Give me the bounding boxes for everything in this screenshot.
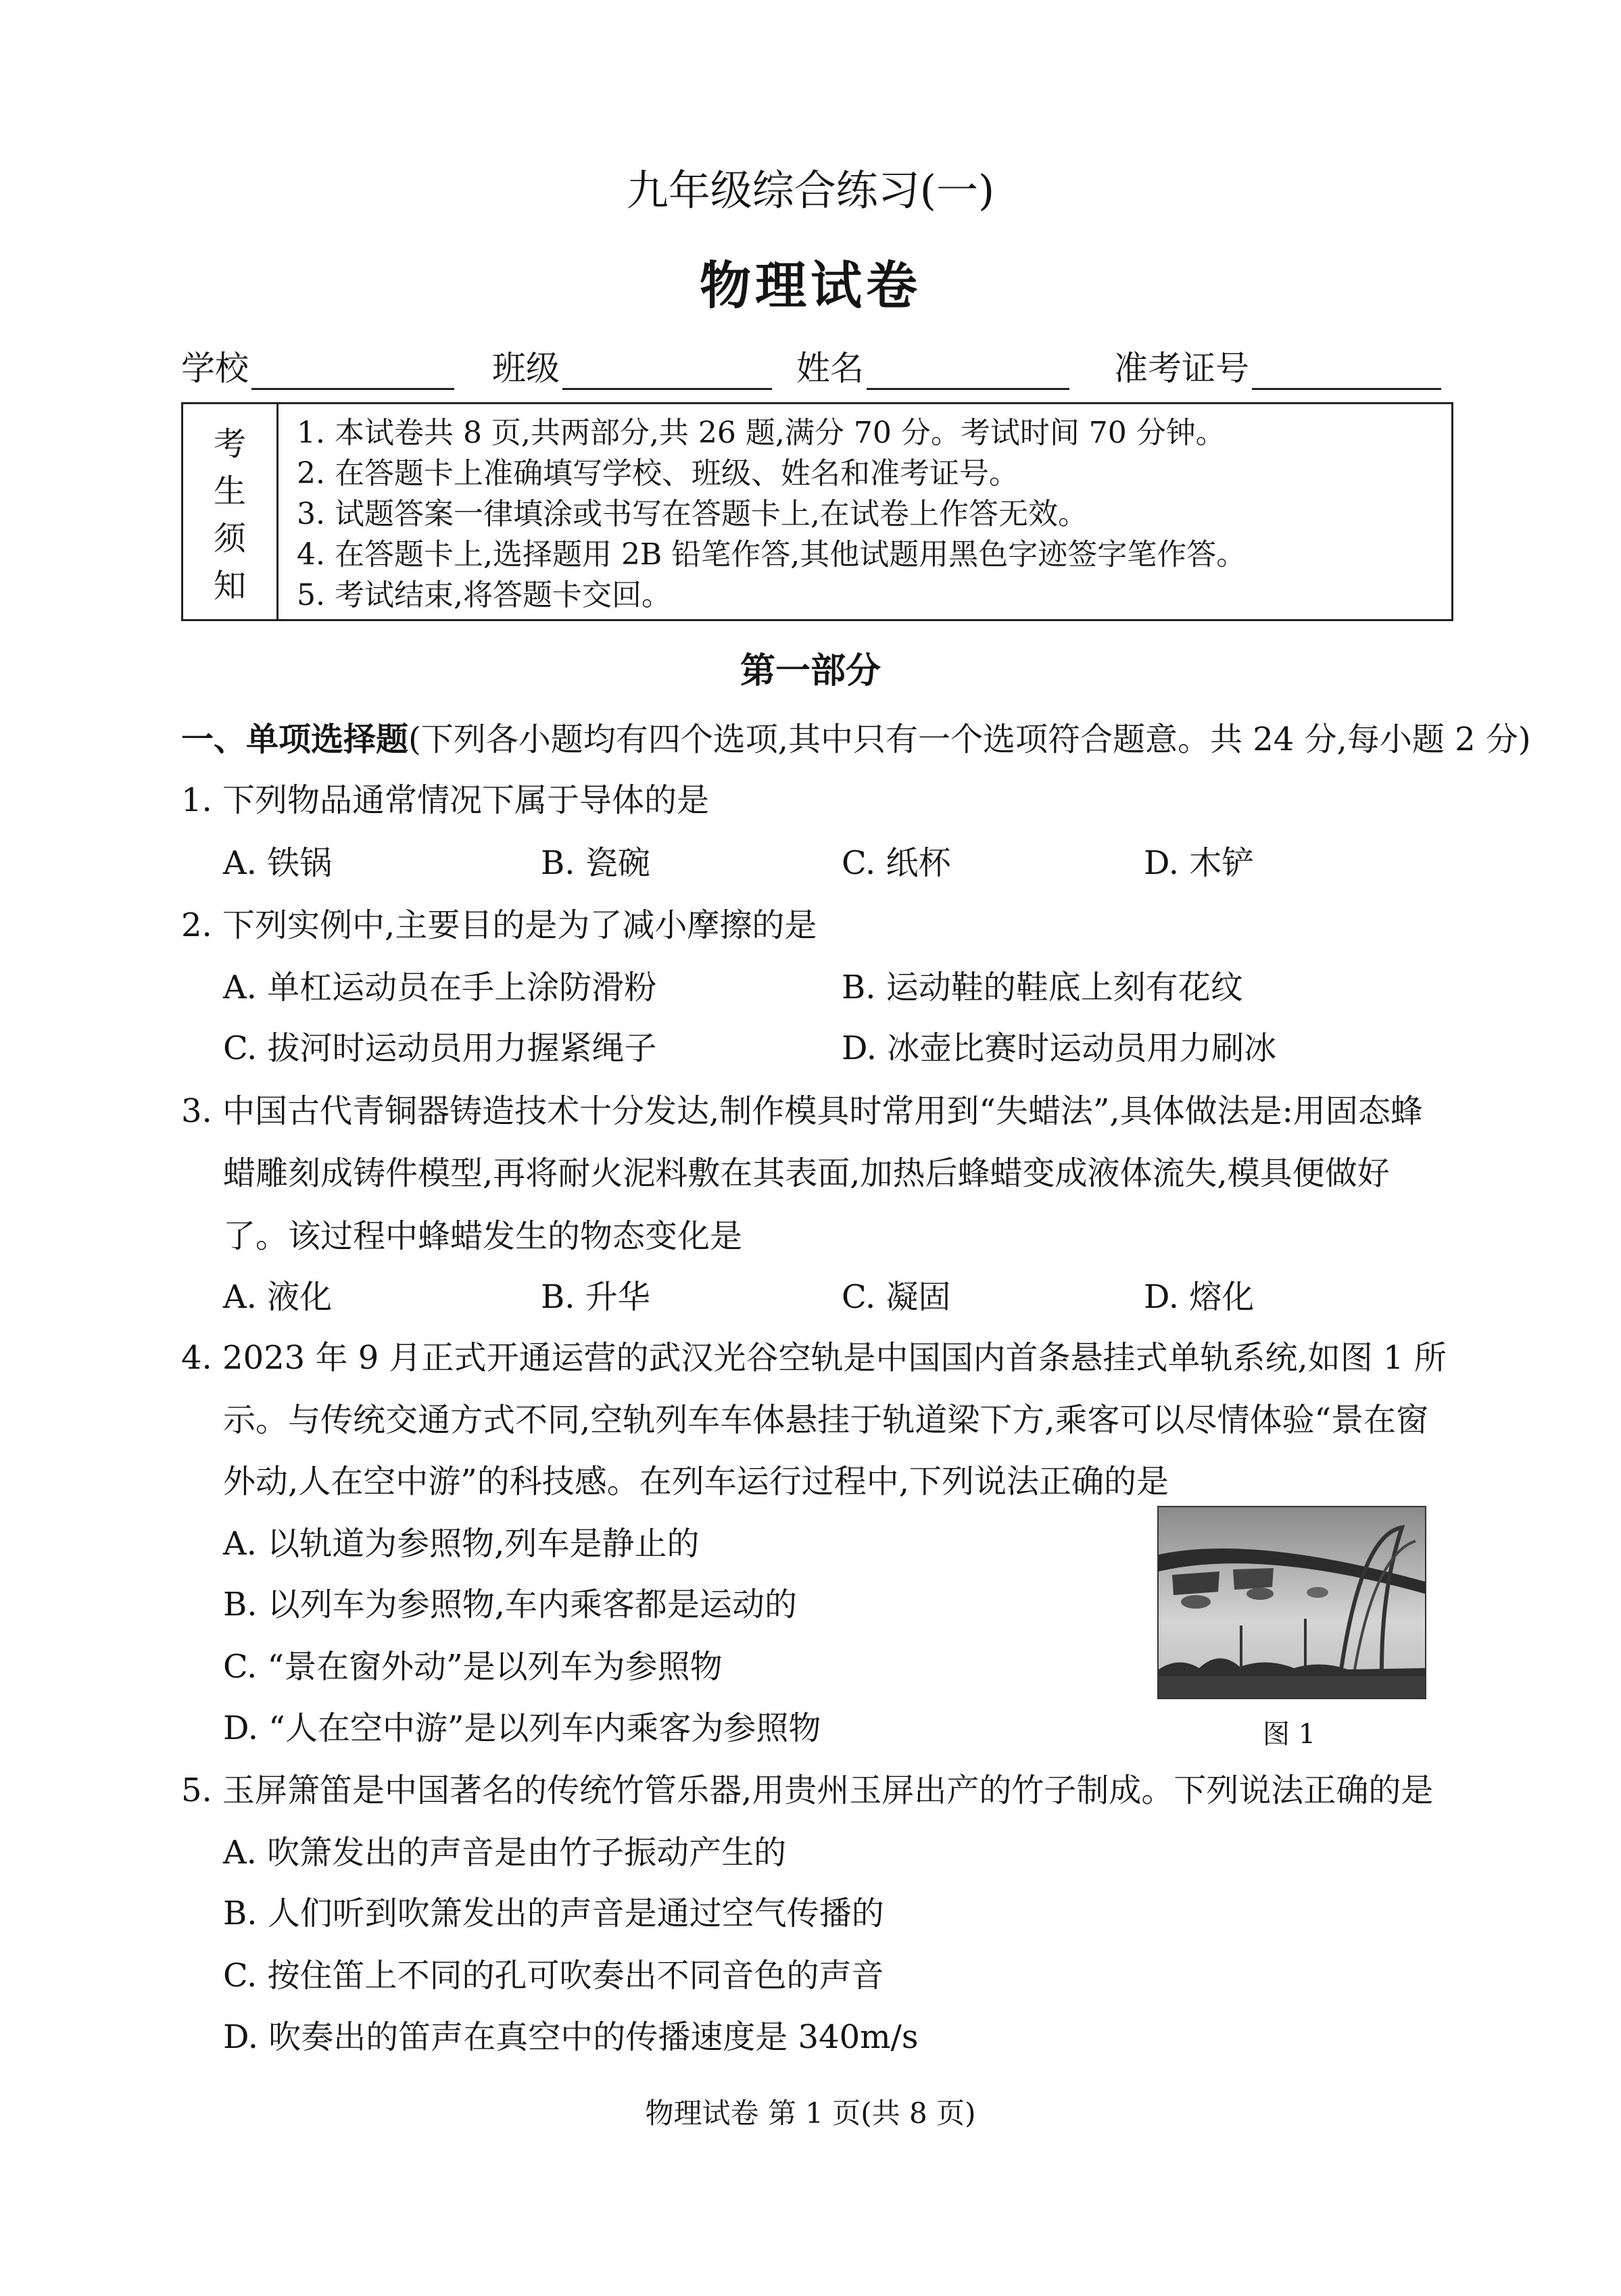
notice-item: 5. 考试结束,将答题卡交回。 (297, 578, 671, 612)
notice-side-label (183, 404, 279, 619)
notice-side-char: 知 (213, 567, 246, 605)
question-2-stem: 2. 下列实例中,主要目的是为了减小摩擦的是 (181, 906, 817, 944)
question-3-option-c[interactable]: C. 凝固 (842, 1278, 951, 1316)
question-2-option-b[interactable]: B. 运动鞋的鞋底上刻有花纹 (842, 969, 1243, 1006)
section-heading (181, 713, 1531, 760)
page-footer: 物理试卷 第 1 页(共 8 页) (645, 2097, 976, 2130)
exam-title: 九年级综合练习(一) (626, 166, 995, 215)
notice-item: 2. 在答题卡上准确填写学校、班级、姓名和准考证号。 (297, 456, 1019, 491)
exam-id-blank[interactable] (1252, 354, 1441, 390)
exam-id-label: 准考证号 (1114, 349, 1249, 388)
question-5-option-b[interactable]: B. 人们听到吹箫发出的声音是通过空气传播的 (223, 1895, 884, 1932)
notice-side-char: 生 (213, 472, 246, 510)
question-3-option-a[interactable]: A. 液化 (223, 1278, 333, 1316)
exam-id-field[interactable] (1114, 341, 1441, 390)
part-title: 第一部分 (740, 650, 881, 691)
class-label: 班级 (492, 349, 560, 388)
question-3-option-b[interactable]: B. 升华 (541, 1278, 650, 1316)
question-5-stem: 5. 玉屏箫笛是中国著名的传统竹管乐器,用贵州玉屏出产的竹子制成。下列说法正确的是 (181, 1772, 1434, 1809)
question-2-option-c[interactable]: C. 拔河时运动员用力握紧绳子 (223, 1029, 657, 1067)
question-4-option-d[interactable]: D. “人在空中游”是以列车内乘客为参照物 (223, 1709, 821, 1747)
notice-item: 3. 试题答案一律填涂或书写在答题卡上,在试卷上作答无效。 (297, 497, 1088, 531)
monorail-photo-illustration (1159, 1507, 1425, 1698)
question-3-stem-line-2: 蜡雕刻成铸件模型,再将耐火泥料敷在其表面,加热后蜂蜡变成液体流失,模具便做好 (223, 1154, 1390, 1192)
figure-1-caption: 图 1 (1263, 1719, 1316, 1750)
question-1-option-b[interactable]: B. 瓷碗 (541, 844, 650, 882)
class-field[interactable] (492, 341, 772, 390)
student-info-fields (181, 341, 1452, 389)
question-1-option-c[interactable]: C. 纸杯 (842, 844, 951, 882)
question-4-option-a[interactable]: A. 以轨道为参照物,列车是静止的 (223, 1525, 700, 1563)
notice-item: 4. 在答题卡上,选择题用 2B 铅笔作答,其他试题用黑色字迹签字笔作答。 (297, 537, 1247, 572)
name-label: 姓名 (796, 349, 864, 388)
notice-side-char: 须 (213, 520, 246, 558)
section-title: 一、单项选择题 (181, 720, 409, 758)
name-field[interactable] (796, 341, 1069, 390)
school-field[interactable] (181, 341, 454, 390)
name-blank[interactable] (867, 354, 1069, 390)
question-1-option-d[interactable]: D. 木铲 (1144, 844, 1255, 882)
question-1-stem: 1. 下列物品通常情况下属于导体的是 (181, 781, 710, 819)
monorail-photo (1157, 1506, 1426, 1699)
question-4-option-c[interactable]: C. “景在窗外动”是以列车为参照物 (223, 1648, 723, 1686)
question-1-option-a[interactable]: A. 铁锅 (223, 844, 333, 882)
question-2-option-a[interactable]: A. 单杠运动员在手上涂防滑粉 (223, 969, 657, 1006)
school-label: 学校 (181, 349, 249, 388)
question-5-option-a[interactable]: A. 吹箫发出的声音是由竹子振动产生的 (223, 1834, 787, 1872)
notice-item: 1. 本试卷共 8 页,共两部分,共 26 题,满分 70 分。考试时间 70 分钟。 (297, 416, 1226, 450)
question-4-stem-line-1: 4. 2023 年 9 月正式开通运营的武汉光谷空轨是中国国内首条悬挂式单轨系统,如图 1 所 (181, 1339, 1447, 1377)
question-2-option-d[interactable]: D. 冰壶比赛时运动员用力刷冰 (842, 1029, 1277, 1067)
question-3-stem-line-3: 了。该过程中蜂蜡发生的物态变化是 (223, 1217, 743, 1255)
question-4-option-b[interactable]: B. 以列车为参照物,车内乘客都是运动的 (223, 1586, 798, 1623)
subject-title: 物理试卷 (700, 255, 921, 316)
question-3-option-d[interactable]: D. 熔化 (1144, 1278, 1255, 1316)
class-blank[interactable] (562, 354, 772, 390)
question-4-stem-line-3: 外动,人在空中游”的科技感。在列车运行过程中,下列说法正确的是 (223, 1463, 1169, 1500)
section-description: (下列各小题均有四个选项,其中只有一个选项符合题意。共 24 分,每小题 2 分) (408, 720, 1531, 758)
school-blank[interactable] (251, 354, 454, 390)
question-4-stem-line-2: 示。与传统交通方式不同,空轨列车车体悬挂于轨道梁下方,乘客可以尽情体验“景在窗 (223, 1401, 1429, 1439)
question-5-option-d[interactable]: D. 吹奏出的笛声在真空中的传播速度是 340m/s (223, 2018, 919, 2056)
question-3-stem-line-1: 3. 中国古代青铜器铸造技术十分发达,制作模具时常用到“失蜡法”,具体做法是:用固态蜂 (181, 1092, 1423, 1130)
question-5-option-c[interactable]: C. 按住笛上不同的孔可吹奏出不同音色的声音 (223, 1957, 884, 1995)
notice-side-char: 考 (213, 425, 246, 463)
exam-notice-box (181, 402, 1453, 621)
